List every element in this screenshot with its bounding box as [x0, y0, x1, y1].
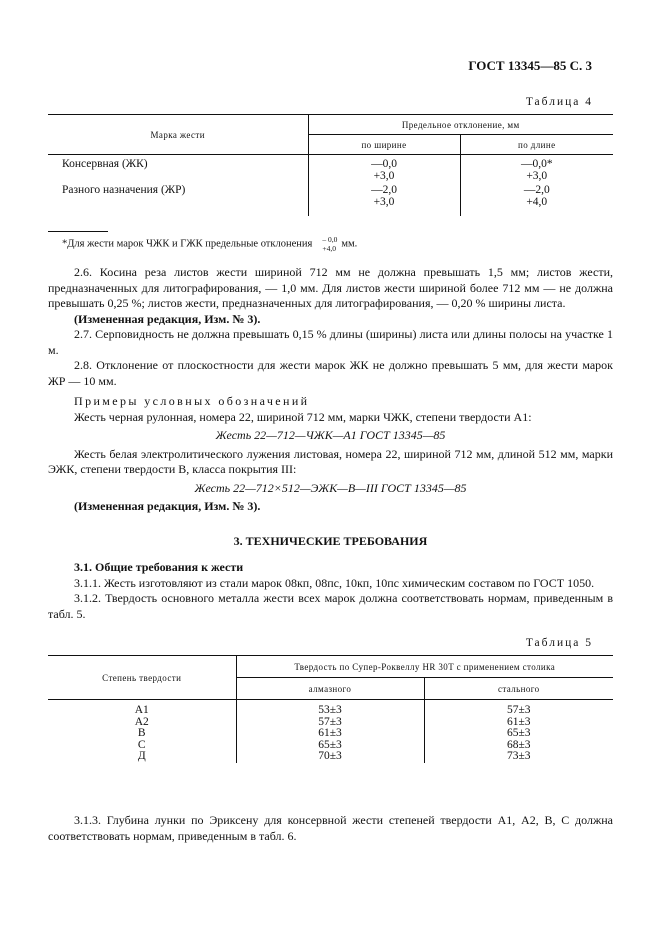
table5-subheader-diamond: алмазного	[236, 678, 424, 700]
table5-grades-column	[48, 700, 236, 763]
table5-col-header-grade: Степень твердости	[48, 656, 236, 700]
table5-grade: С	[137, 738, 146, 751]
examples-heading: Примеры условных обозначений	[74, 394, 310, 408]
table4-col-header-brand: Марка жести	[48, 115, 308, 155]
footnote	[62, 235, 357, 253]
paragraph-3-1-1: 3.1.1. Жесть изготовляют из стали марок 08кп, 08пс, 10кп, 10пс химическим составом по ГОСТ 1050.	[74, 575, 595, 590]
table4-row2-length-minus: —2,0	[523, 183, 550, 196]
table5-subheader-steel: стального	[424, 678, 613, 700]
table5-diamond-column	[236, 700, 424, 763]
table5-diamond-value: 61±3	[318, 727, 342, 739]
table4-group-header: Предельное отклонение, мм	[308, 115, 613, 135]
table4-row2-width-minus: —2,0	[371, 183, 397, 196]
table-5	[48, 655, 613, 763]
footnote-unit: мм.	[341, 238, 358, 250]
example-1-description: Жесть черная рулонная, номера 22, шириной 712 мм, марки ЧЖК, степени твердости А1:	[74, 409, 532, 424]
example-2-description: Жесть белая электролитического лужения листовая, номера 22, шириной 712 мм, длиной 512 мм, марки ЭЖК, степени твердости В, класса покрытия III:	[48, 446, 613, 476]
subsection-title: 3.1. Общие требования к жести	[74, 560, 244, 574]
table5-diamond-value: 65±3	[318, 738, 342, 751]
table4-row2-length-plus: +4,0	[526, 195, 548, 208]
table5-caption: Таблица 5	[525, 637, 593, 649]
example-1-designation: Жесть 22—712—ЧЖК—А1 ГОСТ 13345—85	[215, 428, 446, 442]
table-4	[48, 114, 613, 216]
footnote-text: *Для жести марок ЧЖК и ГЖК предельные отклонения	[62, 238, 313, 250]
table5-diamond-value: 70±3	[318, 750, 342, 762]
table5-steel-value: 68±3	[506, 738, 531, 751]
table4-row2-width-plus: +3,0	[373, 195, 395, 208]
paragraph-3-1-2: 3.1.2. Твердость основного металла жести всех марок должна соответствовать нормам, приведенным в табл. 5.	[48, 591, 613, 621]
table4-row1-length-plus: +3,0	[526, 170, 548, 182]
table4-subheader-length: по длине	[460, 135, 613, 155]
table5-group-header: Твердость по Супер-Роквеллу HR 30T с применением столика	[236, 656, 613, 678]
table4-row1-width-minus: —0,0	[371, 158, 397, 170]
section-title: 3. ТЕХНИЧЕСКИЕ ТРЕБОВАНИЯ	[233, 534, 428, 548]
table5-grade: А1	[134, 704, 149, 716]
example-2-designation: Жесть 22—712×512—ЭЖК—В—III ГОСТ 13345—85	[194, 480, 467, 495]
revision-note: (Измененная редакция, Изм. № 3).	[74, 311, 261, 326]
paragraph-3-1-3: 3.1.3. Глубина лунки по Эриксену для консервной жести степеней твердости А1, А2, В, С должна соответствовать нормам, приведенным в табл. 6.	[48, 813, 613, 843]
page-header: ГОСТ 13345—85 С. 3	[468, 58, 592, 73]
table5-grade: А2	[134, 715, 149, 728]
table4-subheader-width: по ширине	[308, 135, 460, 155]
paragraph-2-8: 2.8. Отклонение от плоскостности для жести марок ЖК не должно превышать 5 мм, для жести марок ЖР — 10 мм.	[48, 358, 613, 388]
paragraph-3-1-3-block	[48, 813, 613, 844]
footnote-divider	[48, 231, 108, 232]
table5-grade: В	[137, 727, 146, 739]
table-row	[48, 184, 613, 216]
table5-grade: Д	[137, 750, 146, 762]
table5-diamond-value: 57±3	[318, 715, 342, 728]
footnote-tolerance	[322, 235, 337, 253]
table5-steel-value: 57±3	[506, 704, 531, 716]
table4-row1-length-minus: —0,0*	[520, 158, 553, 170]
table5-steel-column	[424, 700, 613, 763]
paragraph-2-7: 2.7. Серповидность не должна превышать 0,15 % длины (ширины) листа или длины полосы на участке 1 м.	[48, 327, 613, 357]
table5-steel-value: 73±3	[506, 750, 531, 762]
footnote-tolerance-lower: +4,0	[322, 244, 336, 253]
table5-steel-value: 65±3	[506, 727, 531, 739]
section-3-text	[48, 560, 613, 622]
footnote-tolerance-upper: – 0,0	[322, 235, 338, 244]
revision-note: (Измененная редакция, Изм. № 3).	[74, 499, 261, 513]
table-row	[48, 155, 613, 184]
table5-steel-value: 61±3	[506, 715, 531, 728]
table4-row2-name: Разного назначения (ЖР)	[62, 183, 186, 196]
body-text	[48, 265, 613, 515]
paragraph-2-6: 2.6. Косина реза листов жести шириной 712 мм не должна превышать 1,5 мм; листов жести, предназначенных для литографирования, — 1,0 мм. Для листов жести шириной более 712 мм — не должна превышать 0,25 %; листов жести, предназначенных для литографирования, — 0,20 % ширины листа.	[48, 265, 613, 310]
table4-caption: Таблица 4	[525, 96, 593, 108]
table4-row1-name: Консервная (ЖК)	[62, 158, 148, 170]
table4-row1-width-plus: +3,0	[373, 170, 395, 182]
table5-diamond-value: 53±3	[318, 704, 342, 716]
